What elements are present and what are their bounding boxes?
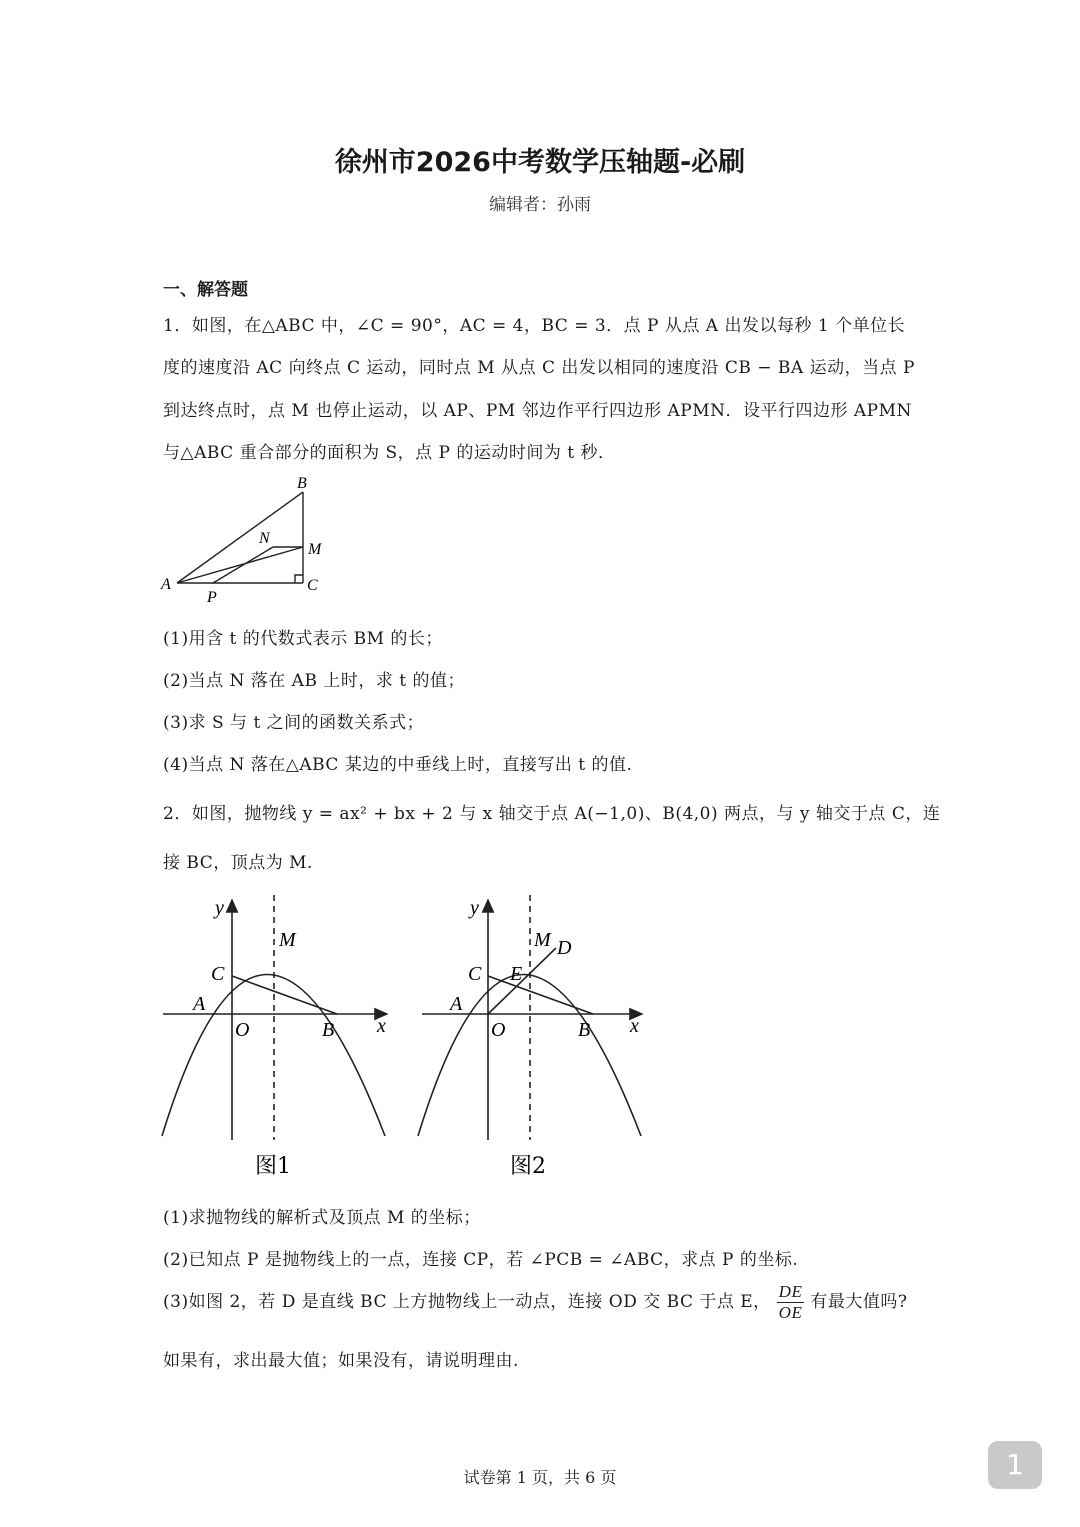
fig2-label-M: M: [534, 929, 551, 951]
fig2-label-A: A: [450, 993, 463, 1015]
q1-label-N: N: [259, 530, 270, 547]
section-heading: 一、解答题: [163, 280, 248, 300]
fraction-de-over-oe: [777, 1282, 805, 1323]
fig1-caption: 图1: [255, 1154, 291, 1179]
fig2-label-E: E: [510, 963, 523, 985]
q2-part-3-text: (3)如图 2，若 D 是直线 BC 上方抛物线上一动点，连接 OD 交 BC 于点 E，: [163, 1292, 771, 1312]
page-footer: 试卷第 1 页，共 6 页: [463, 1468, 617, 1487]
fig1-y-label: y: [215, 897, 224, 919]
q2-part-3: [163, 1282, 907, 1323]
fig2-origin-label: O: [491, 1019, 506, 1041]
fig2-label-D: D: [557, 937, 572, 959]
q2-figure-2: [410, 890, 660, 1185]
fig2-y-label: y: [470, 897, 479, 919]
fraction-numerator: DE: [778, 1282, 803, 1301]
q2-part-2: (2)已知点 P 是抛物线上的一点，连接 CP，若 ∠PCB = ∠ABC，求点 P 的坐标.: [163, 1250, 799, 1270]
q1-line-4: 与△ABC 重合部分的面积为 S，点 P 的运动时间为 t 秒．: [163, 443, 616, 463]
q2-part-3-line-2: 如果有，求出最大值；如果没有，请说明理由.: [163, 1351, 519, 1371]
q1-label-B: B: [297, 475, 307, 492]
fig1-label-M: M: [279, 929, 296, 951]
document-title: 徐州市2026中考数学压轴题-必刷: [334, 147, 746, 178]
q1-part-1: (1)用含 t 的代数式表示 BM 的长；: [163, 629, 443, 649]
q2-part-1: (1)求抛物线的解析式及顶点 M 的坐标；: [163, 1208, 481, 1228]
q1-label-C: C: [307, 577, 318, 594]
fig2-x-label: x: [630, 1015, 639, 1037]
q2-figure-1: [155, 890, 405, 1185]
q2-line-2: 接 BC，顶点为 M.: [163, 853, 313, 873]
q1-part-3: (3)求 S 与 t 之间的函数关系式；: [163, 713, 425, 733]
q2-part-3-tail: 有最大值吗?: [810, 1292, 908, 1312]
fig2-label-C: C: [468, 963, 482, 985]
page-number-badge[interactable]: 1: [988, 1441, 1042, 1489]
q1-label-P: P: [207, 589, 217, 606]
q1-part-4: (4)当点 N 落在△ABC 某边的中垂线上时，直接写出 t 的值.: [163, 755, 633, 775]
q1-label-M: M: [308, 541, 322, 558]
q1-line-2: 度的速度沿 AC 向终点 C 运动，同时点 M 从点 C 出发以相同的速度沿 CB − BA 运动，当点 P: [163, 358, 915, 378]
fraction-denominator: OE: [778, 1303, 803, 1322]
q1-triangle-figure: [155, 470, 345, 610]
q2-line-1: 2．如图，抛物线 y = ax² + bx + 2 与 x 轴交于点 A(−1,0)、B(4,0) 两点，与 y 轴交于点 C，连: [163, 804, 941, 824]
fig1-x-label: x: [377, 1015, 386, 1037]
q1-part-2: (2)当点 N 落在 AB 上时，求 t 的值；: [163, 671, 465, 691]
fig1-label-C: C: [211, 963, 225, 985]
editor-line: 编辑者：孙雨: [489, 195, 591, 215]
q1-line-3: 到达终点时，点 M 也停止运动，以 AP、PM 邻边作平行四边形 APMN．设平行四边形 APMN: [163, 401, 912, 421]
fig1-label-A: A: [193, 993, 206, 1015]
fig2-label-B: B: [578, 1019, 591, 1041]
fig1-origin-label: O: [235, 1019, 250, 1041]
fig1-label-B: B: [322, 1019, 335, 1041]
q1-line-1: 1．如图，在△ABC 中，∠C = 90°，AC = 4，BC = 3．点 P 从点 A 出发以每秒 1 个单位长: [163, 316, 906, 336]
q1-label-A: A: [161, 576, 171, 593]
fig2-caption: 图2: [510, 1154, 546, 1179]
